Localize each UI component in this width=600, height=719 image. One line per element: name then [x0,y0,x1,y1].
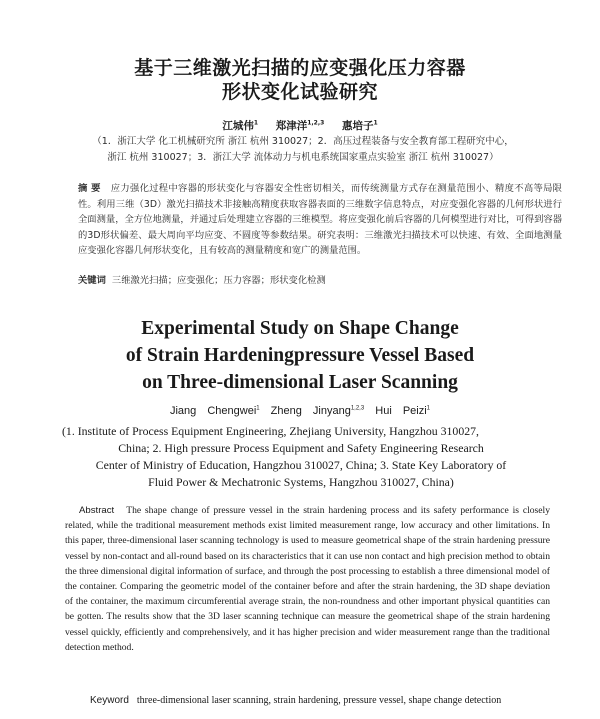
en-abstract-label: Abstract [79,505,115,516]
en-author: Jiang Chengwei$^1$ [169,405,260,417]
cn-author: 江城伟$^1$ [222,119,259,132]
en-keywords-label: Keyword [90,695,129,706]
cn-affiliation-line-1: （1．浙江大学 化工机械研究所 浙江 杭州 310027；2．高压过程装备与安全教育部工程研究中心， [92,136,514,147]
cn-keywords-label: 关键词 [78,275,106,286]
en-author: Hui Peizi$^1$ [375,405,431,417]
cn-keywords [78,272,562,286]
en-keywords [90,695,570,706]
cn-abstract [78,181,562,259]
en-affiliation-line-3: Center of Ministry of Education, Hangzhou 310027, China; 3. State Key Laboratory of [95,458,507,472]
en-abstract-text: The shape change of pressure vessel in the strain hardening process and its safety performance is closely related, while the traditional measurement methods exist limited measurement range, low accuracy and other limitations. In this paper, three-dimensional laser scanning technology is used to measure geometrical shape of the strain hardening pressure vessel by non-contact and all-round based on its characteristics that it can use non contact and high precision method to obtain the three dimensional digital information of surface, and through the post processing to establish a three dimensional model of the container. Comparing the geometric model of the container before and after the strain hardening, the 3D shape deviation of the container, the maximum circumferential average strain, the non-roundness and other important physical quantities can be gotten. The results show that the 3D laser scanning technique can measure the geometrical shape of the strain hardening vessel quickly, efficiently and comprehensively, and it has higher precision and wider measurement range than the traditional detection method. [65,505,550,653]
en-affiliation-line-2: China; 2. High pressure Process Equipment and Safety Engineering Research [118,441,484,455]
cn-title-line-2: 形状变化试验研究 [221,81,378,103]
cn-abstract-label: 摘 要 [78,183,101,194]
cn-author: 惠培子$^1$ [341,119,378,132]
cn-title-line-1: 基于三维激光扫描的应变强化压力容器 [134,57,466,79]
en-author: Zheng Jinyang$^{1,2,3}$ [270,405,365,417]
en-abstract [65,503,550,655]
en-title-line-1: Experimental Study on Shape Change [141,318,459,339]
en-author-list [0,405,600,417]
cn-author: 郑津洋$^{1,2,3}$ [275,119,325,132]
en-affiliation-line-4: Fluid Power & Mechatronic Systems, Hangzhou 310027, China) [148,475,454,489]
en-keywords-text: three-dimensional laser scanning, strain hardening, pressure vessel, shape change detection [136,695,502,706]
cn-keywords-text: 三维激光扫描；应变强化；压力容器；形状变化检测 [111,275,326,286]
en-title-line-2: of Strain Hardeningpressure Vessel Based [125,345,475,366]
en-title-line-3: on Three-dimensional Laser Scanning [142,372,458,393]
cn-author-list [0,118,600,133]
cn-affiliation-line-2: 浙江 杭州 310027；3．浙江大学 流体动力与机电系统国家重点实验室 浙江 杭州 310027） [107,152,499,163]
en-affiliation-line-1: (1. Institute of Process Equipment Engineering, Zhejiang University, Hangzhou 310027, [62,424,479,438]
cn-abstract-text: 应力强化过程中容器的形状变化与容器安全性密切相关，而传统测量方式存在测量范围小、精度不高等局限性。利用三维（3D）激光扫描技术非接触高精度获取容器表面的三维数字信息特点，对应变强化容器的几何形状进行全面测量，全方位地测量，并通过后处理建立容器的三维模型。将应变强化前后容器的几何模型进行对比，可得到容器的3D形状偏差、最大周向平均应变、不圆度等参数结果。研究表明：三维激光扫描技术可以快速、有效、全面地测量应变强化容器几何形状变化，且有较高的测量精度和宽广的测量范围。 [78,183,562,257]
